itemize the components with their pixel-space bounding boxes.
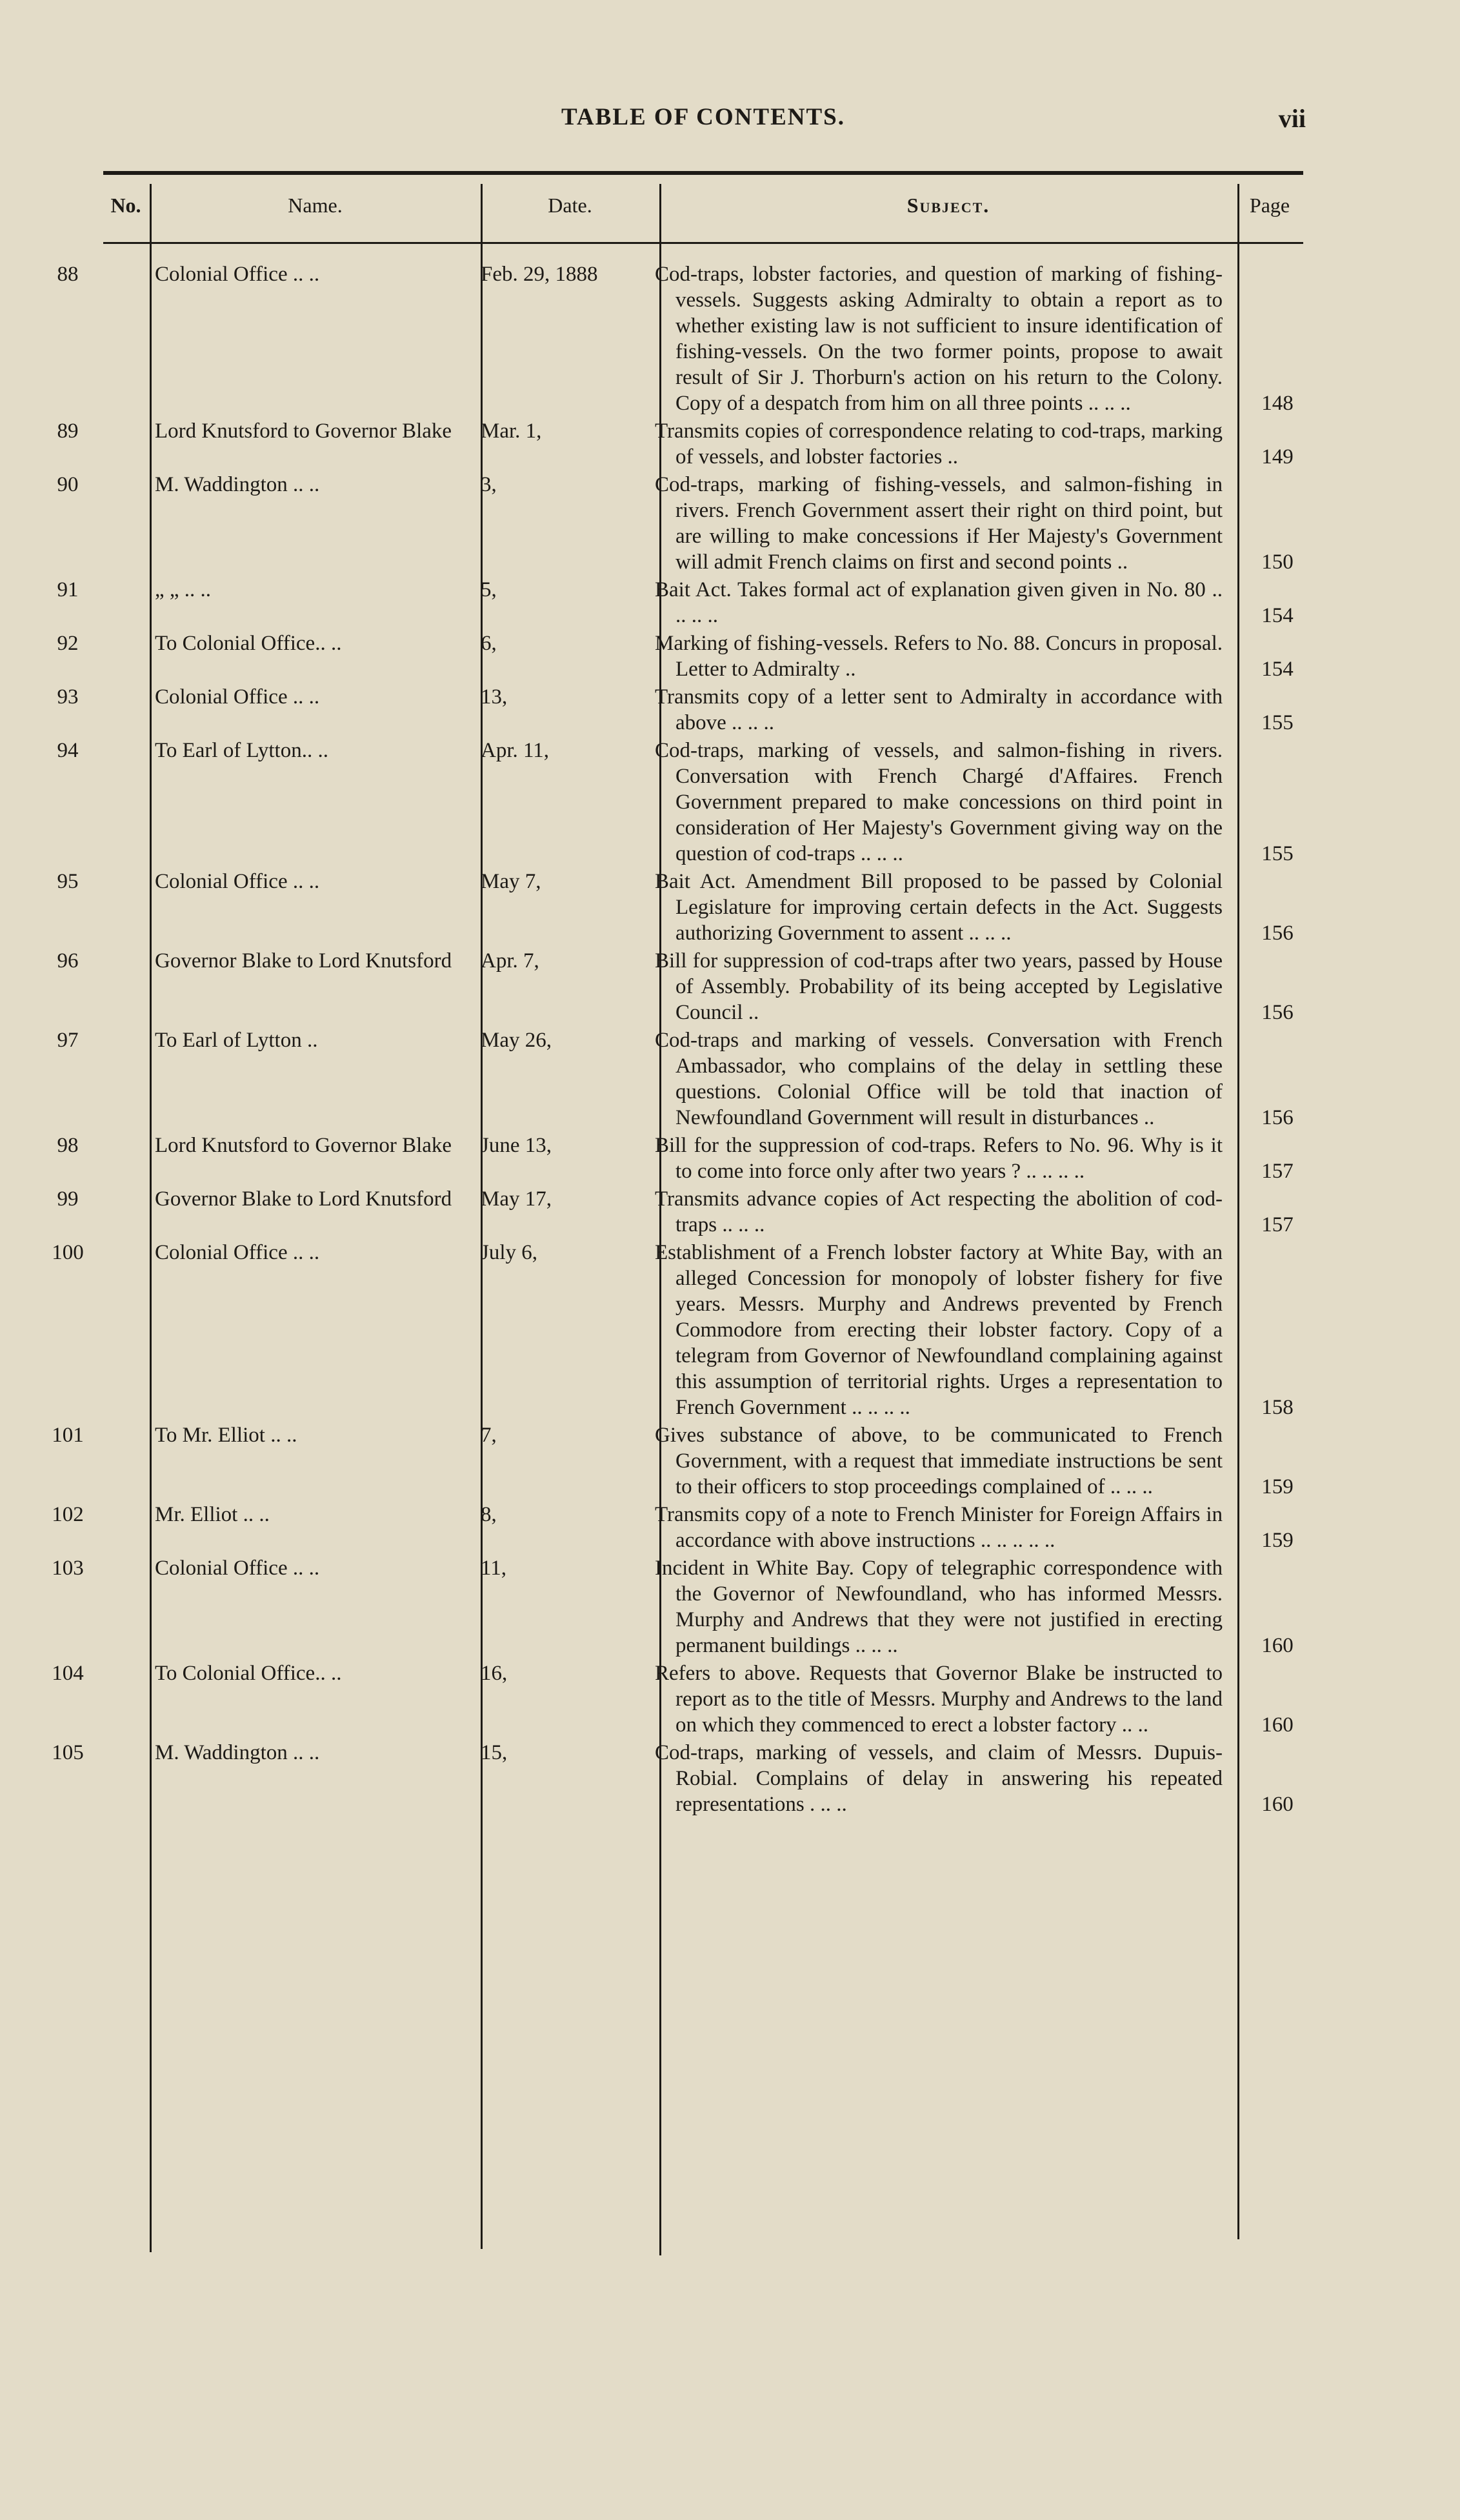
entry-name: Colonial Office .. .. [155, 1241, 320, 1264]
entry-page: 149 [1261, 445, 1294, 469]
entry-name: M. Waddington .. .. [155, 473, 320, 496]
entry-number: 99 [57, 1187, 79, 1211]
entry-name: Colonial Office .. .. [155, 263, 320, 286]
entry-date: Feb. 29, 1888 [481, 263, 598, 286]
entry-name: Lord Knutsford to Governor Blake [155, 1134, 452, 1157]
column-header-page: Page [1249, 194, 1290, 217]
entry-number: 94 [57, 739, 79, 762]
entry-subject: Transmits copy of a letter sent to Admiralty in accordance with above .. .. .. [655, 685, 1223, 734]
entry-page: 157 [1261, 1160, 1294, 1183]
entry-date: Apr. 7, [481, 949, 539, 973]
running-head [103, 103, 1306, 142]
table-row [0, 577, 1460, 629]
table-row [0, 869, 1460, 946]
entry-page: 157 [1261, 1213, 1294, 1236]
column-header-no: No. [110, 194, 141, 217]
entry-name: Governor Blake to Lord Knutsford [155, 949, 452, 973]
table-row [0, 738, 1460, 867]
entry-name: To Mr. Elliot .. .. [155, 1424, 297, 1447]
entry-subject: Establishment of a French lobster factory at White Bay, with an alleged Concession for monopoly of lobster fishery for five years. Messrs. Murphy and Andrews prevented by French Commodore from erecting their lobster factory. Copy of a telegram from Governor of Newfoundland complaining against this assumption of territorial rights. Urges a representation to French Government .. .. .. .. [655, 1241, 1223, 1419]
table-row [0, 1240, 1460, 1420]
entry-subject: Refers to above. Requests that Governor Blake be instructed to report as to the title of Messrs. Murphy and Andrews to the land on which they commenced to erect a lobster factory .. .. [655, 1662, 1223, 1737]
table-row [0, 684, 1460, 736]
table-row [0, 1502, 1460, 1553]
entry-subject: Bill for the suppression of cod-traps. Refers to No. 96. Why is it to come into force only after two years ? .. .. .. .. [655, 1134, 1223, 1183]
entry-number: 100 [52, 1241, 84, 1264]
entry-name: Colonial Office .. .. [155, 685, 320, 709]
table-row [0, 418, 1460, 470]
entry-date: May 17, [481, 1187, 552, 1211]
entry-page: 154 [1261, 604, 1294, 627]
table-row [0, 1740, 1460, 1817]
table-row [0, 1186, 1460, 1238]
entry-page: 159 [1261, 1529, 1294, 1552]
entry-subject: Transmits advance copies of Act respecting the abolition of cod-traps .. .. .. [655, 1187, 1223, 1236]
entry-date: Mar. 1, [481, 419, 542, 443]
entry-subject: Incident in White Bay. Copy of telegraphic correspondence with the Governor of Newfoundland, who has informed Messrs. Murphy and Andrews that they were not justified in erecting permanent buildings .. .. .. [655, 1557, 1223, 1657]
entry-name: Colonial Office .. .. [155, 1557, 320, 1580]
entry-date: May 26, [481, 1029, 552, 1052]
entry-page: 160 [1261, 1793, 1294, 1816]
entry-number: 89 [57, 419, 79, 443]
entry-subject: Cod-traps and marking of vessels. Conversation with French Ambassador, who complains of the delay in settling these questions. Colonial Office will be told that inaction of Newfoundland Government will result in disturbances .. [655, 1029, 1223, 1129]
entry-number: 98 [57, 1134, 79, 1157]
table-row [0, 630, 1460, 682]
column-header-subject: Subject. [906, 194, 990, 217]
table-row [0, 1660, 1460, 1738]
entry-page: 160 [1261, 1634, 1294, 1657]
header-rule [103, 242, 1303, 244]
entry-page: 160 [1261, 1713, 1294, 1737]
entry-date: 11, [481, 1557, 507, 1580]
entry-subject: Cod-traps, marking of vessels, and salmon-fishing in rivers. Conversation with French Chargé d'Affaires. French Government prepared to make concessions on third point in consideration of Her Majesty's Government giving way on the question of cod-traps .. .. .. [655, 739, 1223, 865]
entry-number: 97 [57, 1029, 79, 1052]
column-header-name: Name. [288, 194, 343, 217]
table-row [0, 1555, 1460, 1658]
entry-page: 156 [1261, 922, 1294, 945]
entry-name: „ „ .. .. [155, 578, 212, 601]
entry-number: 93 [57, 685, 79, 709]
table-row [0, 261, 1460, 416]
entry-page: 150 [1261, 550, 1294, 574]
entry-date: May 7, [481, 870, 541, 893]
entry-number: 104 [52, 1662, 84, 1685]
entry-number: 92 [57, 632, 79, 655]
entry-date: 8, [481, 1503, 497, 1526]
entry-date: 15, [481, 1741, 508, 1764]
entry-subject: Cod-traps, marking of vessels, and claim of Messrs. Dupuis-Robial. Complains of delay in answering his repeated representations . .. .. [655, 1741, 1223, 1816]
entry-name: Governor Blake to Lord Knutsford [155, 1187, 452, 1211]
entry-subject: Cod-traps, lobster factories, and question of marking of fishing-vessels. Suggests asking Admiralty to obtain a report as to whether existing law is not sufficient to insure identification of fishing-vessels. On the two former points, propose to await result of Sir J. Thorburn's action on his return to the Colony. Copy of a despatch from him on all three points .. .. .. [655, 263, 1223, 415]
entry-name: Colonial Office .. .. [155, 870, 320, 893]
running-title: TABLE OF CONTENTS. [561, 104, 845, 130]
entry-page: 155 [1261, 842, 1294, 865]
entry-subject: Bait Act. Amendment Bill proposed to be passed by Colonial Legislature for improving certain defects in the Act. Suggests authorizing Government to assent .. .. .. [655, 870, 1223, 945]
entry-page: 156 [1261, 1001, 1294, 1024]
entry-page: 159 [1261, 1475, 1294, 1498]
entry-page: 148 [1261, 392, 1294, 415]
entry-number: 96 [57, 949, 79, 973]
entry-subject: Marking of fishing-vessels. Refers to No. 88. Concurs in proposal. Letter to Admiralty .. [655, 632, 1223, 681]
entry-page: 155 [1261, 711, 1294, 734]
entry-date: June 13, [481, 1134, 552, 1157]
entry-date: 16, [481, 1662, 508, 1685]
table-row [0, 1133, 1460, 1184]
entry-number: 105 [52, 1741, 84, 1764]
entry-subject: Bait Act. Takes formal act of explanation given given in No. 80 .. .. .. .. [655, 578, 1223, 627]
entry-date: 6, [481, 632, 497, 655]
column-header-date: Date. [548, 194, 592, 217]
entry-number: 95 [57, 870, 79, 893]
entry-number: 103 [52, 1557, 84, 1580]
entry-number: 88 [57, 263, 79, 286]
entry-date: July 6, [481, 1241, 538, 1264]
entry-name: To Earl of Lytton.. .. [155, 739, 328, 762]
entry-subject: Bill for suppression of cod-traps after two years, passed by House of Assembly. Probability of its being accepted by Legislative Council .. [655, 949, 1223, 1024]
entry-name: Lord Knutsford to Governor Blake [155, 419, 452, 443]
entry-date: 5, [481, 578, 497, 601]
entry-name: M. Waddington .. .. [155, 1741, 320, 1764]
entry-date: 7, [481, 1424, 497, 1447]
entry-date: 13, [481, 685, 508, 709]
entry-name: Mr. Elliot .. .. [155, 1503, 270, 1526]
entry-number: 101 [52, 1424, 84, 1447]
entry-name: To Colonial Office.. .. [155, 632, 342, 655]
entry-subject: Gives substance of above, to be communicated to French Government, with a request that immediate instructions be sent to their officers to stop proceedings complained of .. .. .. [655, 1424, 1223, 1498]
entry-page: 154 [1261, 658, 1294, 681]
entry-subject: Transmits copies of correspondence relating to cod-traps, marking of vessels, and lobster factories .. [655, 419, 1223, 469]
entry-name: To Colonial Office.. .. [155, 1662, 342, 1685]
table-row [0, 1027, 1460, 1131]
top-rule [103, 171, 1303, 175]
entry-number: 90 [57, 473, 79, 496]
contents-table [0, 261, 1460, 1819]
entry-subject: Transmits copy of a note to French Minister for Foreign Affairs in accordance with above instructions .. .. .. .. .. [655, 1503, 1223, 1552]
entry-date: Apr. 11, [481, 739, 550, 762]
entry-page: 158 [1261, 1396, 1294, 1419]
table-row [0, 1422, 1460, 1500]
table-row [0, 472, 1460, 575]
entry-name: To Earl of Lytton .. [155, 1029, 318, 1052]
entry-page: 156 [1261, 1106, 1294, 1129]
entry-number: 91 [57, 578, 79, 601]
entry-number: 102 [52, 1503, 84, 1526]
entry-date: 3, [481, 473, 497, 496]
table-row [0, 948, 1460, 1025]
entry-subject: Cod-traps, marking of fishing-vessels, and salmon-fishing in rivers. French Government assert their right on third point, but are willing to make concessions if Her Majesty's Government will admit French claims on first and second points .. [655, 473, 1223, 574]
page-number: vii [1278, 104, 1306, 133]
